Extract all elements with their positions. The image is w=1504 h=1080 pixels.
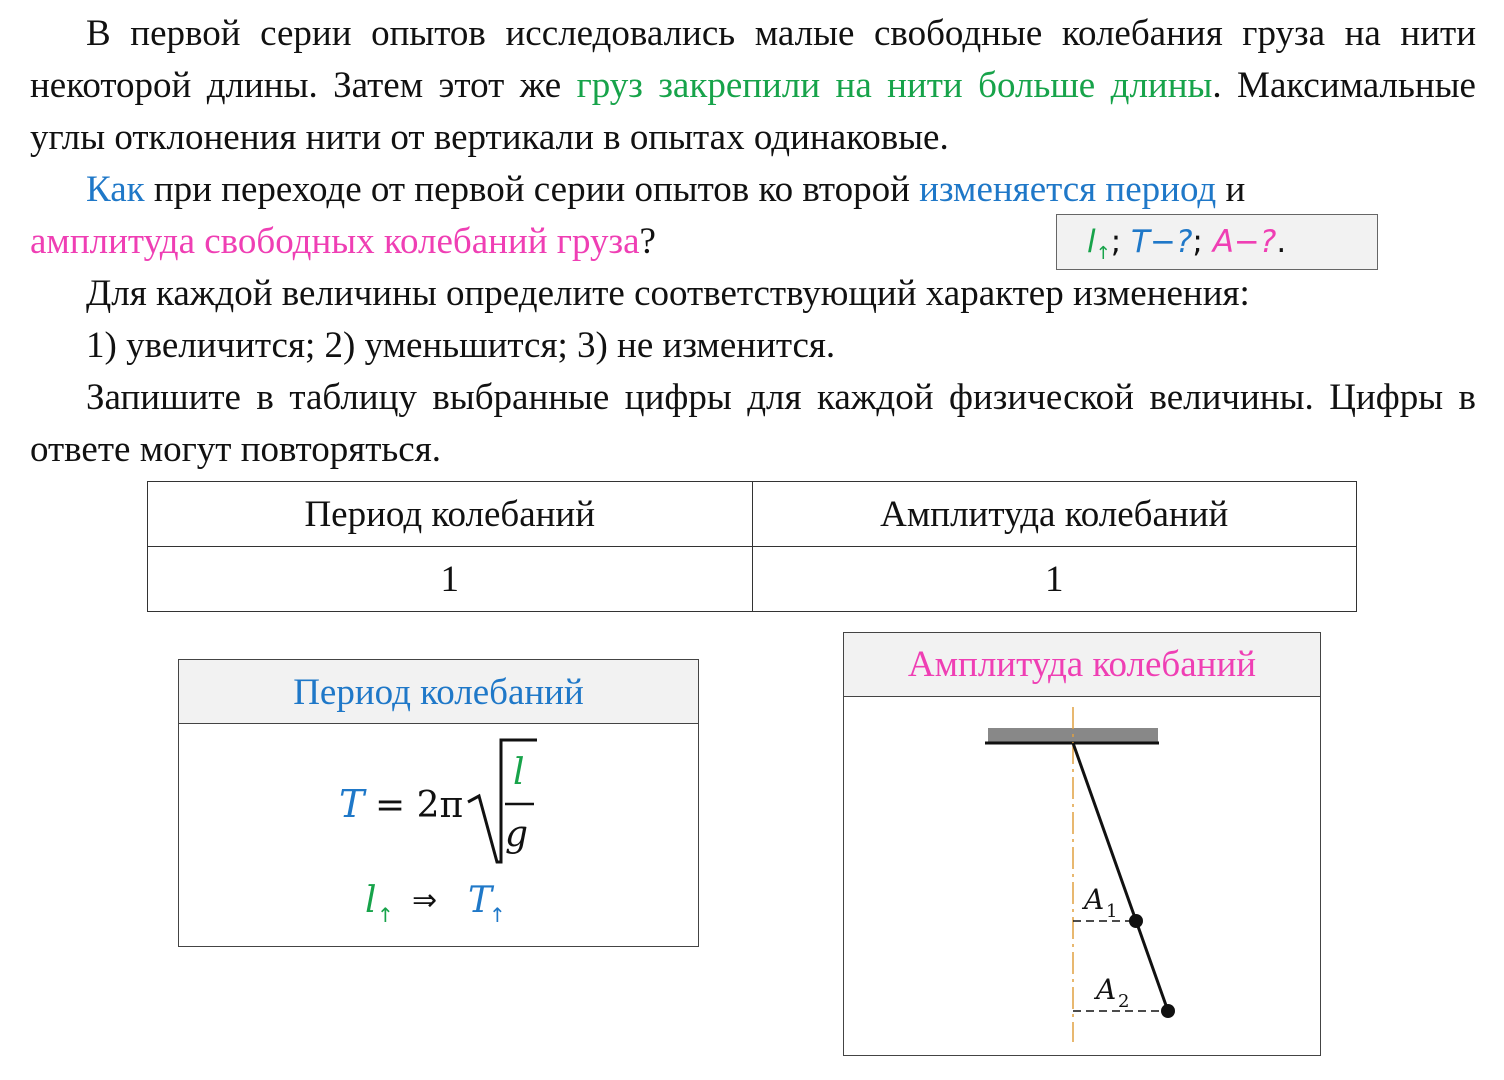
formula-T: T — [339, 782, 365, 826]
answer-amplitude-cell[interactable]: 1 — [752, 547, 1357, 612]
formula-eq: = 2π — [375, 785, 464, 826]
period-formula — [179, 724, 698, 946]
hint-separator: ; — [1110, 224, 1122, 260]
hint-A: A−? — [1212, 224, 1277, 260]
hint-end: . — [1276, 224, 1287, 260]
label-A1: A — [1084, 883, 1105, 916]
header-period: Период колебаний — [148, 482, 753, 547]
table-row — [148, 547, 1357, 612]
period-card — [178, 659, 699, 947]
hint-T: T−? — [1131, 224, 1193, 260]
paragraph-options: 1) увеличится; 2) уменьшится; 3) не изменится. — [86, 325, 836, 366]
bob-2 — [1161, 1004, 1175, 1018]
label-A2-sub: 2 — [1118, 991, 1130, 1012]
question-how: Как — [86, 169, 145, 210]
question-mark: ? — [639, 221, 656, 262]
hint-l-arrow: ↑ — [1095, 243, 1111, 265]
question-text: при переходе от первой серии опытов ко второй — [144, 169, 920, 210]
answer-table — [147, 481, 1357, 612]
hint-separator: ; — [1192, 224, 1203, 260]
label-A1-sub: 1 — [1106, 901, 1118, 922]
hint-l: l — [1087, 224, 1096, 260]
formula-numerator: l — [513, 752, 525, 793]
question-amplitude: амплитуда свободных колебаний груза — [30, 221, 640, 262]
implies-icon: ⇒ — [412, 883, 438, 918]
table-header-row — [148, 482, 1357, 547]
amplitude-card-title: Амплитуда колебаний — [844, 633, 1320, 697]
period-card-title: Период колебаний — [179, 660, 698, 724]
formula-T2: T — [468, 880, 493, 921]
question-period: изменяется период — [919, 169, 1217, 210]
formula-T-arrow: ↑ — [489, 903, 506, 927]
condition-text-end: . Максимальные углы отклонения нити от вертикали в опытах одинаковые. — [30, 65, 1476, 158]
paragraph-question-line — [30, 164, 1476, 216]
hint-box — [1056, 214, 1378, 270]
pendulum-thread — [1073, 743, 1168, 1011]
condition-highlight: груз закрепили на нити больше длины — [576, 65, 1213, 106]
label-A2: A — [1096, 973, 1117, 1006]
paragraph-condition — [30, 8, 1476, 164]
formula-denominator: g — [505, 814, 529, 855]
formula-l: l — [365, 880, 377, 921]
paragraph-question-line2 — [30, 216, 1030, 268]
header-amplitude: Амплитуда колебаний — [752, 482, 1357, 547]
pendulum-diagram — [844, 697, 1320, 1055]
paragraph-instruction: Для каждой величины определите соответствующий характер изменения: — [86, 273, 1250, 314]
answer-period-cell[interactable]: 1 — [148, 547, 753, 612]
condition-text: В первой серии опытов исследовались малые свободные колебания груза на нити некоторой длины. Затем этот же — [30, 13, 1476, 106]
question-and: и — [1216, 169, 1246, 210]
formula-l-arrow: ↑ — [377, 903, 394, 927]
paragraph-write: Запишите в таблицу выбранные цифры для каждой физической величины. Цифры в ответе могут повторяться. — [30, 377, 1476, 470]
amplitude-card — [843, 632, 1321, 1056]
